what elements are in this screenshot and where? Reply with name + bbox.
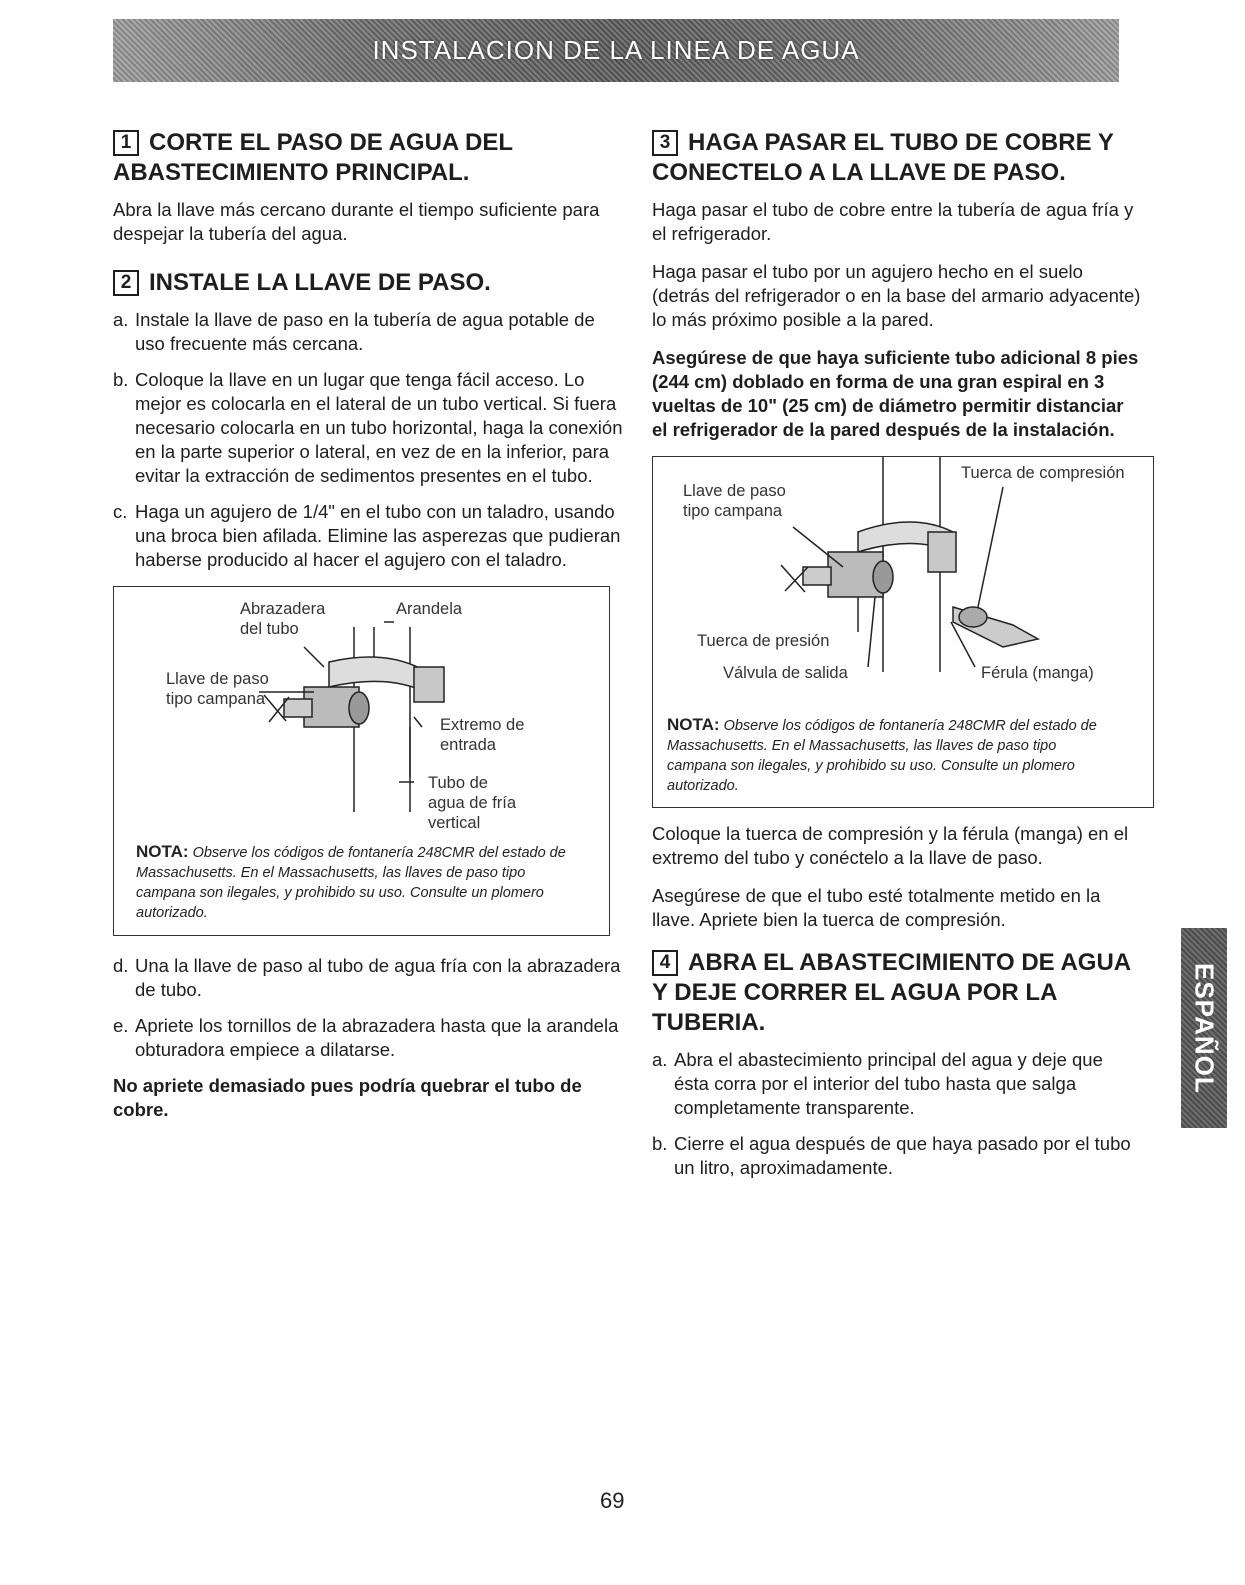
nota-label: NOTA: — [667, 715, 720, 734]
left-nota — [136, 842, 576, 923]
list-item — [652, 1048, 1142, 1120]
step-2-list — [113, 308, 623, 572]
step-3-title: HAGA PASAR EL TUBO DE COBRE Y CONECTELO A LA LLAVE DE PASO. — [652, 129, 1114, 186]
item-text: Instale la llave de paso en la tubería de agua potable de uso frecuente más cercana. — [135, 309, 595, 354]
section-banner — [113, 19, 1119, 82]
item-letter: b. — [113, 369, 129, 390]
step-1-title: CORTE EL PASO DE AGUA DEL ABASTECIMIENTO PRINCIPAL. — [113, 129, 513, 186]
label-abrazadera: Abrazadera del tubo — [240, 600, 326, 638]
label-extremo: Extremo de entrada — [440, 716, 525, 754]
step-1-heading — [113, 128, 623, 188]
step-1-body: Abra la llave más cercano durante el tiempo suficiente para despejar la tubería del agua. — [113, 199, 600, 244]
label-llave-paso: Llave de paso tipo campana — [166, 670, 269, 708]
step-2-heading — [113, 268, 623, 298]
step-3-paragraph-4: Coloque la tuerca de compresión y la férula (manga) en el extremo del tubo y conéctelo a la llave de paso. — [652, 823, 1129, 868]
nota-text: Observe los códigos de fontanería 248CMR del estado de Massachusetts. En el Massachusetts, las llaves de paso tipo campana son ilegales, y prohibido su uso. Consulte un plomero autorizado. — [136, 845, 566, 921]
item-text: Abra el abastecimiento principal del agua y deje que ésta corra por el interior del tubo hasta que salga completamente transparente. — [674, 1049, 1103, 1118]
list-item — [113, 368, 623, 488]
step-2-list-continued — [113, 954, 623, 1062]
label-tubo: Tubo de agua de fría vertical — [428, 774, 517, 832]
side-tab-label: ESPAÑOL — [1189, 962, 1220, 1094]
item-letter: c. — [113, 501, 128, 522]
compression-fitting-figure — [652, 456, 1154, 808]
item-letter: b. — [652, 1133, 668, 1154]
item-text: Cierre el agua después de que haya pasado por el tubo un litro, aproximadamente. — [674, 1133, 1131, 1178]
item-letter: e. — [113, 1015, 129, 1036]
step-4-list — [652, 1048, 1142, 1180]
label-llave-paso: Llave de paso tipo campana — [683, 482, 786, 520]
step-3-paragraph-5: Asegúrese de que el tubo esté totalmente metido en la llave. Apriete bien la tuerca de compresión. — [652, 885, 1101, 930]
step-3-paragraph-3: Asegúrese de que haya suficiente tubo adicional 8 pies (244 cm) doblado en forma de una gran espiral en 3 vueltas de 10" (25 cm) de diámetro permitir distanciar el refrigerador de la pared después de la instalación. — [652, 347, 1139, 440]
item-letter: a. — [113, 309, 129, 330]
item-text: Coloque la llave en un lugar que tenga fácil acceso. Lo mejor es colocarla en el lateral de un tubo vertical. Si fuera necesario colocarla en un tubo horizontal, haga la conexión en la parte superior o lateral, en vez de en la inferior, para evitar la extracción de sedimentos presentes en el tubo. — [135, 369, 623, 486]
nota-text: Observe los códigos de fontanería 248CMR del estado de Massachusetts. En el Massachusetts, las llaves de paso tipo campana son ilegales, y prohibido su uso. Consulte un plomero autorizado. — [667, 718, 1097, 794]
item-text: Apriete los tornillos de la abrazadera hasta que la arandela obturadora empiece a dilatarse. — [135, 1015, 619, 1060]
saddle-valve-figure — [113, 586, 610, 936]
item-text: Haga un agujero de 1/4" en el tubo con un taladro, usando una broca bien afilada. Elimine las asperezas que pudieran haberse producido al hacer el agujero con el taladro. — [135, 501, 621, 570]
step-4-title: ABRA EL ABASTECIMIENTO DE AGUA Y DEJE CORRER EL AGUA POR LA TUBERIA. — [652, 949, 1131, 1036]
language-side-tab — [1181, 928, 1227, 1128]
tighten-warning: No apriete demasiado pues podría quebrar el tubo de cobre. — [113, 1075, 582, 1120]
step-4-heading — [652, 948, 1142, 1038]
step-3-heading — [652, 128, 1142, 188]
step-3-number: 3 — [652, 130, 678, 156]
label-tuerca-presion: Tuerca de presión — [697, 632, 830, 650]
item-letter: d. — [113, 955, 129, 976]
step-4-number: 4 — [652, 950, 678, 976]
right-column — [652, 128, 1142, 1192]
step-3-paragraph-2: Haga pasar el tubo por un agujero hecho en el suelo (detrás del refrigerador o en la base del armario adyacente) lo más próximo posible a la pared. — [652, 261, 1141, 330]
page-number: 69 — [600, 1488, 625, 1513]
item-text: Una la llave de paso al tubo de agua fría con la abrazadera de tubo. — [135, 955, 621, 1000]
right-nota — [667, 715, 1107, 796]
nota-label: NOTA: — [136, 842, 189, 861]
step-3-paragraph-1: Haga pasar el tubo de cobre entre la tubería de agua fría y el refrigerador. — [652, 199, 1134, 244]
label-valvula-salida: Válvula de salida — [723, 664, 848, 682]
label-tuerca-compresion: Tuerca de compresión — [961, 464, 1125, 482]
list-item — [113, 954, 623, 1002]
list-item — [652, 1132, 1142, 1180]
banner-title: INSTALACION DE LA LINEA DE AGUA — [372, 35, 860, 65]
left-column — [113, 128, 623, 1136]
list-item — [113, 500, 623, 572]
label-arandela: Arandela — [396, 600, 463, 618]
step-2-title: INSTALE LA LLAVE DE PASO. — [149, 269, 491, 296]
step-1-number: 1 — [113, 130, 139, 156]
list-item — [113, 308, 623, 356]
list-item — [113, 1014, 623, 1062]
item-letter: a. — [652, 1049, 668, 1070]
step-2-number: 2 — [113, 270, 139, 296]
label-ferula: Férula (manga) — [981, 664, 1094, 682]
